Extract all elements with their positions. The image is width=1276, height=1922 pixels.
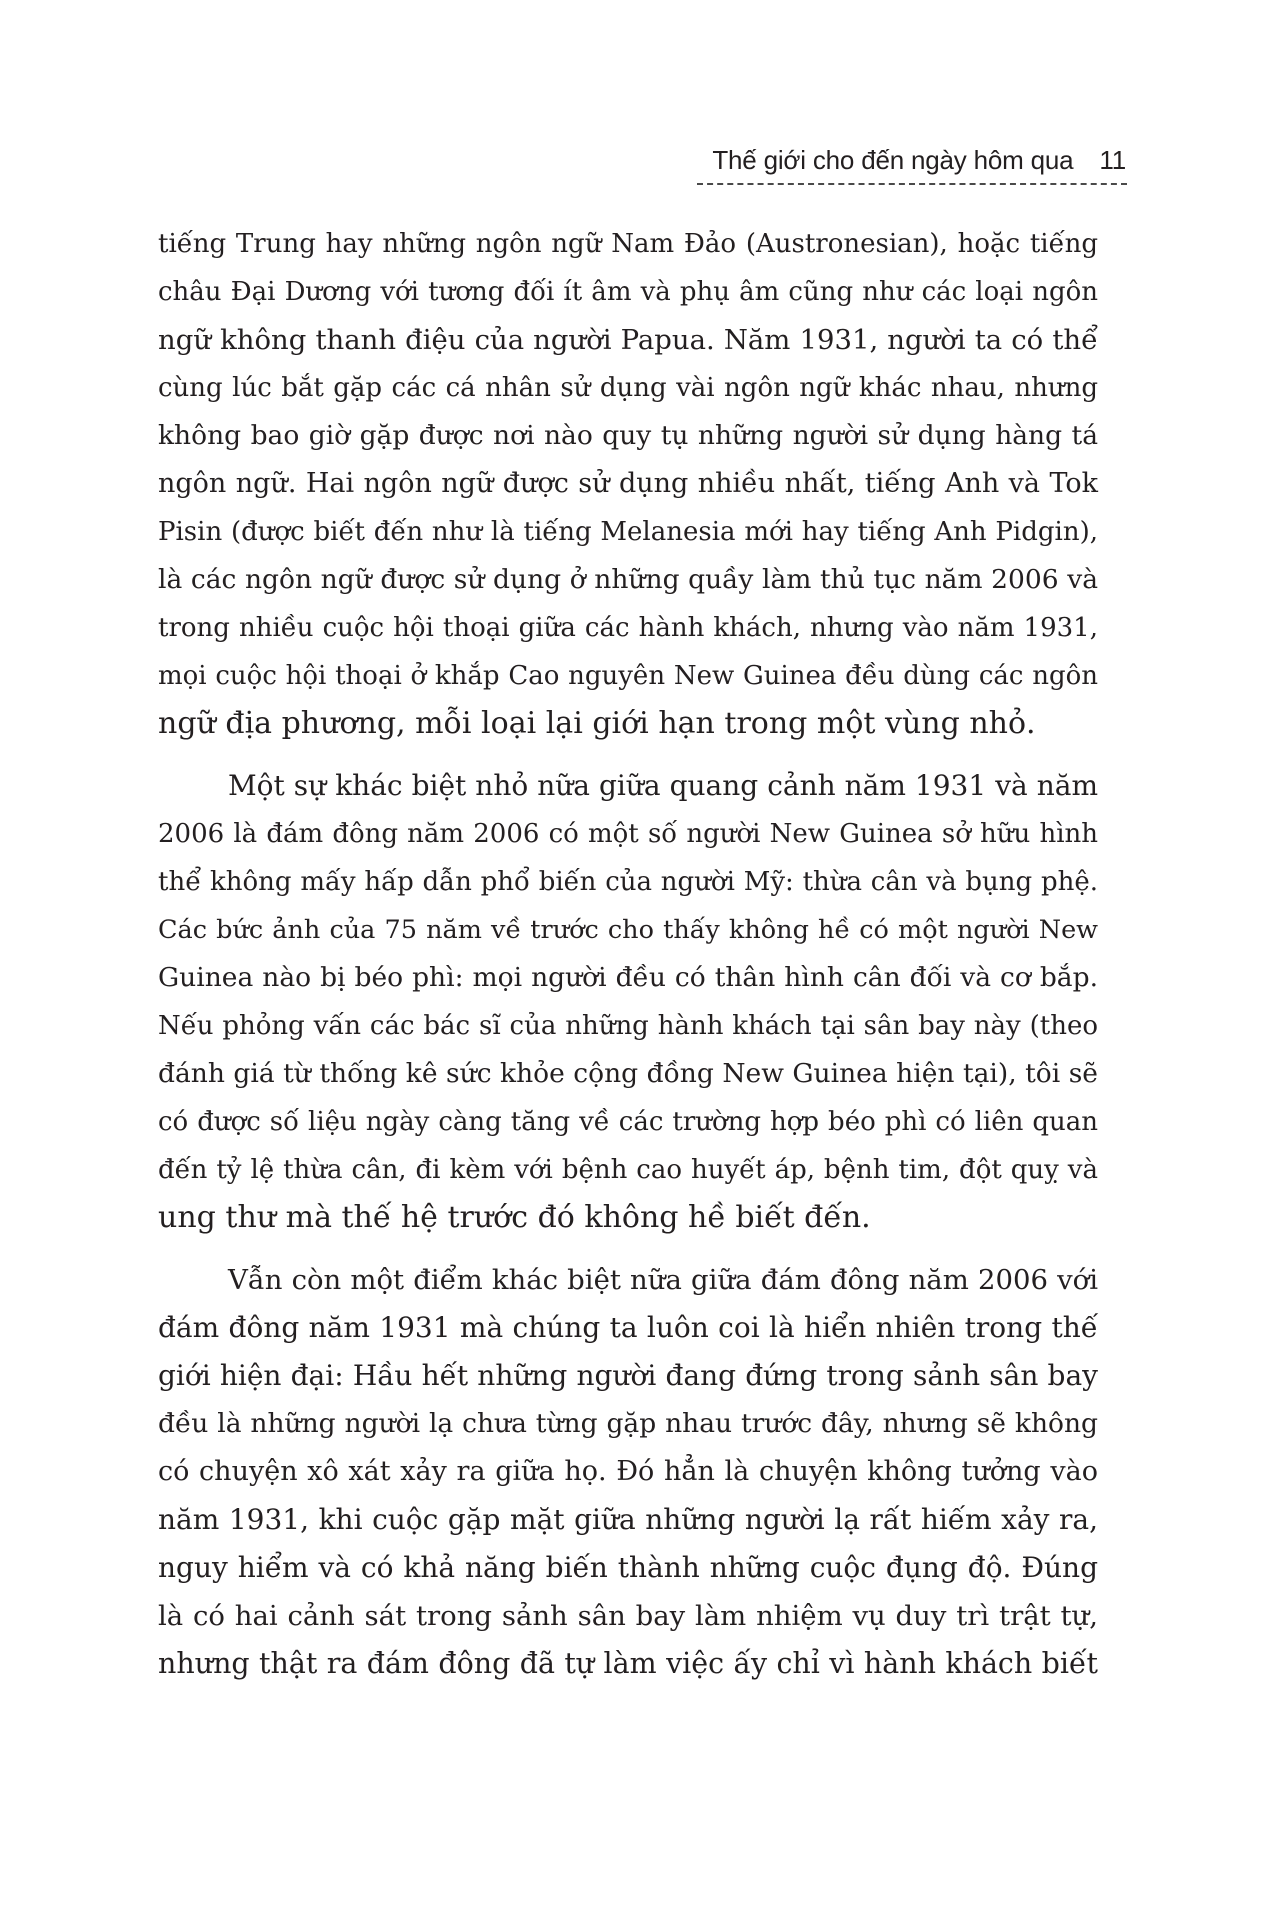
- text-line: đám đông năm 1931 mà chúng ta luôn coi là hiển nhiên trong thế: [158, 1311, 1098, 1344]
- text-line: đánh giá từ thống kê sức khỏe cộng đồng New Guinea hiện tại), tôi sẽ: [158, 1058, 1098, 1089]
- text-line: ung thư mà thế hệ trước đó không hề biết đến.: [158, 1200, 871, 1235]
- text-line: là các ngôn ngữ được sử dụng ở những quầy làm thủ tục năm 2006 và: [158, 564, 1098, 595]
- text-line: đều là những người lạ chưa từng gặp nhau trước đây, nhưng sẽ không: [158, 1408, 1098, 1439]
- text-line: có chuyện xô xát xảy ra giữa họ. Đó hẳn là chuyện không tưởng vào: [158, 1456, 1098, 1487]
- text-line: nhưng thật ra đám đông đã tự làm việc ấy chỉ vì hành khách biết: [158, 1647, 1098, 1680]
- text-line: năm 1931, khi cuộc gặp mặt giữa những người lạ rất hiếm xảy ra,: [158, 1503, 1098, 1536]
- text-line: Vẫn còn một điểm khác biệt nữa giữa đám đông năm 2006 với: [228, 1264, 1098, 1296]
- text-line: Các bức ảnh của 75 năm về trước cho thấy không hề có một người New: [158, 915, 1098, 945]
- text-line: giới hiện đại: Hầu hết những người đang đứng trong sảnh sân bay: [158, 1359, 1098, 1392]
- body-text: [158, 220, 1098, 1702]
- text-line: Nếu phỏng vấn các bác sĩ của những hành khách tại sân bay này (theo: [158, 1011, 1098, 1041]
- text-line: châu Đại Dương với tương đối ít âm và phụ âm cũng như các loại ngôn: [158, 277, 1098, 307]
- page-number: 11: [1099, 145, 1126, 175]
- paragraph-3: [158, 1256, 1098, 1688]
- text-line: đến tỷ lệ thừa cân, đi kèm với bệnh cao huyết áp, bệnh tim, đột quỵ và: [158, 1155, 1098, 1185]
- text-line: không bao giờ gặp được nơi nào quy tụ những người sử dụng hàng tá: [158, 420, 1098, 451]
- text-line: có được số liệu ngày càng tăng về các trường hợp béo phì có liên quan: [158, 1107, 1098, 1137]
- paragraph-1: [158, 220, 1098, 748]
- text-line: Một sự khác biệt nhỏ nữa giữa quang cảnh năm 1931 và năm: [228, 769, 1098, 802]
- text-line: ngữ không thanh điệu của người Papua. Năm 1931, người ta có thể: [158, 324, 1098, 356]
- text-line: cùng lúc bắt gặp các cá nhân sử dụng vài ngôn ngữ khác nhau, nhưng: [158, 373, 1098, 403]
- running-header: [712, 145, 1126, 176]
- text-line: mọi cuộc hội thoại ở khắp Cao nguyên New Guinea đều dùng các ngôn: [158, 661, 1098, 691]
- text-line: nguy hiểm và có khả năng biến thành những cuộc đụng độ. Đúng: [158, 1551, 1098, 1584]
- paragraph-2: [158, 762, 1098, 1242]
- text-line: 2006 là đám đông năm 2006 có một số người New Guinea sở hữu hình: [158, 819, 1098, 849]
- text-line: là có hai cảnh sát trong sảnh sân bay làm nhiệm vụ duy trì trật tự,: [158, 1600, 1098, 1632]
- text-line: tiếng Trung hay những ngôn ngữ Nam Đảo (Austronesian), hoặc tiếng: [158, 229, 1098, 259]
- text-line: Pisin (được biết đến như là tiếng Melanesia mới hay tiếng Anh Pidgin),: [158, 517, 1098, 547]
- text-line: trong nhiều cuộc hội thoại giữa các hành khách, nhưng vào năm 1931,: [158, 613, 1098, 643]
- text-line: ngữ địa phương, mỗi loại lại giới hạn trong một vùng nhỏ.: [158, 706, 1036, 741]
- text-line: thể không mấy hấp dẫn phổ biến của người Mỹ: thừa cân và bụng phệ.: [158, 867, 1098, 897]
- header-dashed-rule: [697, 183, 1127, 185]
- chapter-title: Thế giới cho đến ngày hôm qua: [712, 145, 1074, 175]
- text-line: Guinea nào bị béo phì: mọi người đều có thân hình cân đối và cơ bắp.: [158, 962, 1098, 993]
- text-line: ngôn ngữ. Hai ngôn ngữ được sử dụng nhiều nhất, tiếng Anh và Tok: [158, 468, 1098, 499]
